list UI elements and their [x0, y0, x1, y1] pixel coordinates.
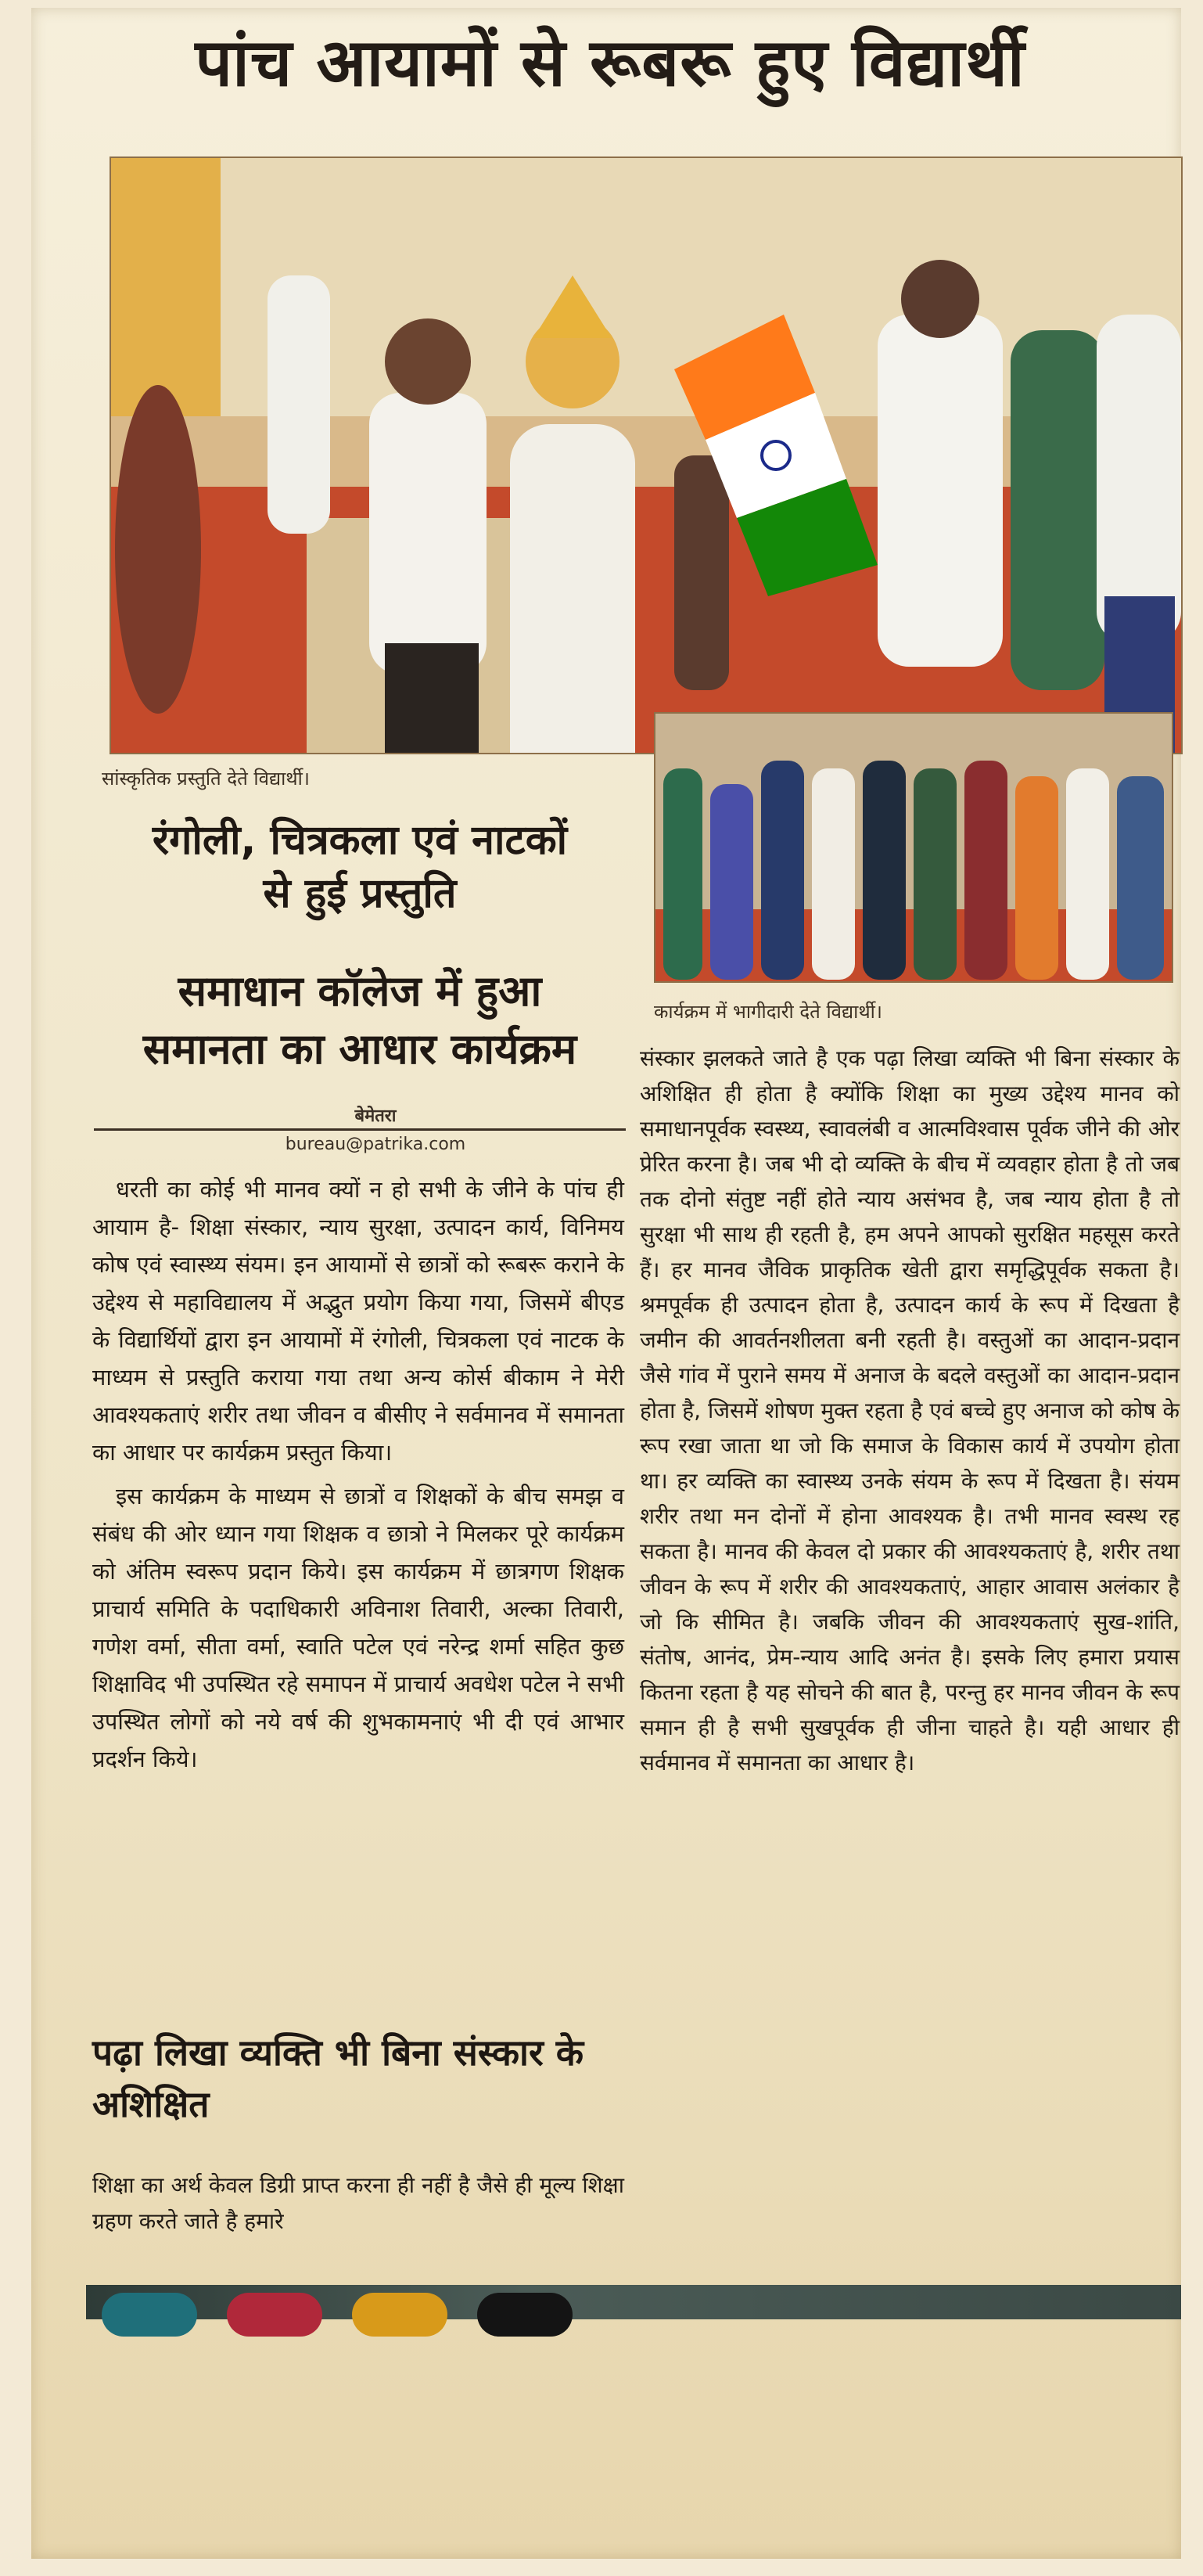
- subhead-1: रंगोली, चित्रकला एवं नाटकों से हुई प्रस्तुति: [152, 817, 568, 917]
- photo2-caption: कार्यक्रम में भागीदारी देते विद्यार्थी।: [654, 1001, 882, 1023]
- subhead-2: समाधान कॉलेज में हुआ समानता का आधार कार्यक्रम: [142, 966, 577, 1074]
- dateline: बेमेतरा: [354, 1106, 397, 1126]
- box-heading: पढ़ा लिखा व्यक्ति भी बिना संस्कार के अशिक्षित: [92, 2031, 584, 2125]
- box-text: शिक्षा का अर्थ केवल डिग्री प्राप्त करना ही नहीं है जैसे ही मूल्य शिक्षा ग्रहण करते जाते है हमारे: [92, 2172, 624, 2234]
- print-mark-teal: [102, 2293, 197, 2337]
- paragraph: इस कार्यक्रम के माध्यम से छात्रों व शिक्षकों के बीच समझ व संबंध की ओर ध्यान गया शिक्षक व छात्रो ने मिलकर पूरे कार्यक्रम को अंतिम स्वरूप प्रदान किये। इस कार्यक्रम में छात्रगण शिक्षक प्राचार्य समिति के पदाधिकारी अविनाश तिवारी, अल्का तिवारी, गणेश वर्मा, सीता वर्मा, स्वाति पटेल एवं नरेन्द्र शर्मा सहित कुछ शिक्षाविद भी उपस्थित रहे समापन में प्राचार्य अवधेश पटेल ने सभी उपस्थित लोगों को नये वर्ष की शुभकामनाएं भी दी एवं आभार प्रदर्शन किये।: [92, 1483, 624, 1772]
- paragraph: धरती का कोई भी मानव क्यों न हो सभी के जीने के पांच ही आयाम है- शिक्षा संस्कार, न्याय सुरक्षा, उत्पादन कार्य, विनिमय कोष एवं स्वास्थ्य संयम। इन आयामों से छात्रों को रूबरू कराने के उद्देश्य से महाविद्यालय में अद्भुत प्रयोग किया गया, जिसमें बीएड के विद्यार्थियों द्वारा इन आयामों में रंगोली, चित्रकला एवं नाटक के माध्यम से प्रस्तुति कराया गया तथा अन्य कोर्स बीकाम ने मेरी आवश्यकताएं शरीर तथा जीवन व बीसीए ने सर्वमानव में समानता का आधार पर कार्यक्रम प्रस्तुत किया।: [92, 1176, 624, 1466]
- byline-divider: [94, 1128, 626, 1131]
- photo1-caption: सांस्कृतिक प्रस्तुति देते विद्यार्थी।: [102, 768, 310, 790]
- print-mark-red: [227, 2293, 322, 2337]
- main-photo: [110, 157, 1183, 754]
- print-mark-black: [477, 2293, 573, 2337]
- print-mark-yellow: [352, 2293, 447, 2337]
- right-column: संस्कार झलकते जाते है एक पढ़ा लिखा व्यक्ति भी बिना संस्कार के अशिक्षित ही होता है क्योंकि शिक्षा का मुख्य उद्देश्य मानव को समाधानपूर्वक स्वस्थ्य, स्वावलंबी व आत्मविश्वास पूर्वक जीने की ओर प्रेरित करना है। जब भी दो व्यक्ति के बीच में व्यवहार होता है तो जब तक दोनो संतुष्ट नहीं होते न्याय असंभव है, जब न्याय होता है तो सुरक्षा भी साथ ही रहती है, हम अपने आपको सुरक्षित महसूस करते हैं। हर मानव जैविक प्राकृतिक खेती द्वारा समृद्धिपूर्वक सकता है। श्रमपूर्वक ही उत्पादन होता है, उत्पादन कार्य के रूप में दिखता है जमीन की आवर्तनशीलता बनी रहती है। वस्तुओं का आदान-प्रदान जैसे गांव में पुराने समय में अनाज के बदले वस्तुओं का आदान-प्रदान होता है, जिसमें शोषण मुक्त रहता है एवं बच्चे हुए अनाज को कोष के रूप रखा जाता था जो कि समाज के विकास कार्य में उपयोग होता था। हर व्यक्ति का स्वास्थ्य उनके संयम के रूप में दिखता है। संयम शरीर तथा मन दोनों में होना आवश्यक है। तभी मानव स्वस्थ रह सकता है। मानव की केवल दो प्रकार की आवश्यकताएं है, शरीर तथा जीवन के रूप में शरीर की आवश्यकताएं, आहार आवास अलंकार है जो कि सीमित है। जबकि जीवन की आवश्यकताएं सुख-शांति, संतोष, आनंद, प्रेम-न्याय आदि अनंत है। इसके लिए हमारा प्रयास कितना रहता है यह सोचने की बात है, परन्तु हर मानव जीवन के रूप समान ही है सभी सुखपूर्वक ही जीना चाहते है। यही आधार ही सर्वमानव में समानता का आधार है।: [640, 1045, 1180, 1775]
- group-photo: [654, 712, 1173, 983]
- email: bureau@patrika.com: [285, 1135, 466, 1154]
- left-column: [92, 1171, 624, 2157]
- headline: पांच आयामों से रूबरू हुए विद्यार्थी: [195, 24, 1025, 101]
